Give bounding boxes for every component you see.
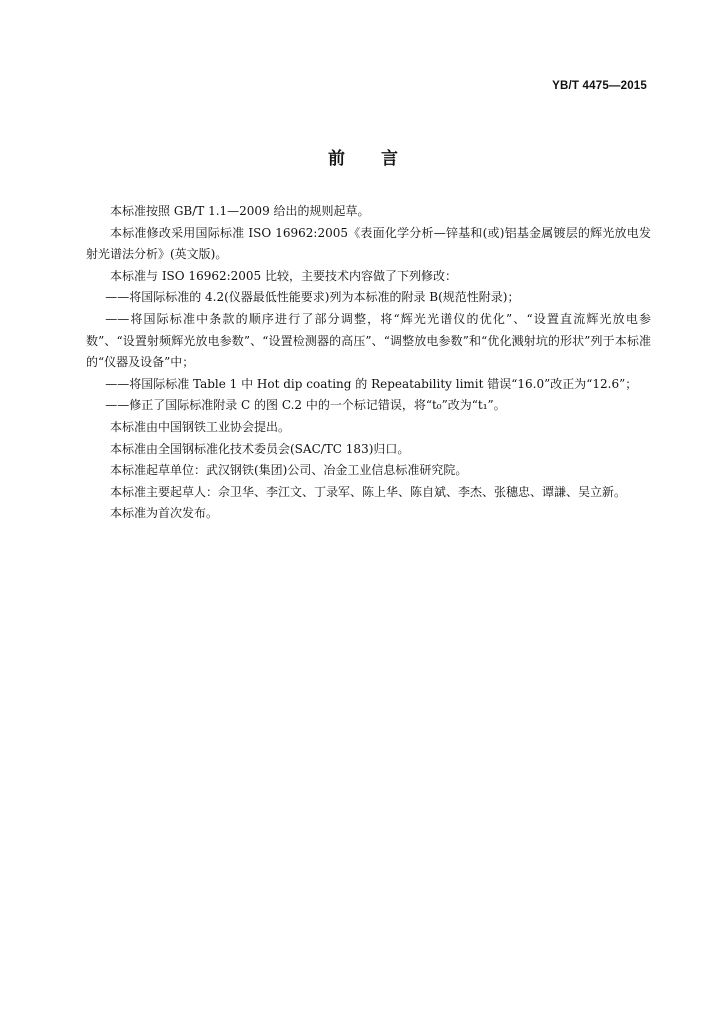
paragraph: 本标准修改采用国际标准 ISO 16962:2005《表面化学分析—锌基和(或)铝基金属镀层的辉光放电发射光谱法分析》(英文版)。 bbox=[86, 225, 651, 262]
paragraph: 本标准起草单位：武汉钢铁(集团)公司、冶金工业信息标准研究院。 bbox=[110, 463, 468, 478]
modification-item: ——修正了国际标准附录 C 的图 C.2 中的一个标记错误，将“t₀”改为“t₁”。 bbox=[105, 398, 506, 413]
paragraph: 本标准按照 GB/T 1.1—2009 给出的规则起草。 bbox=[110, 204, 370, 218]
paragraph: 本标准主要起草人：佘卫华、李江文、丁录军、陈上华、陈自斌、李杰、张穗忠、谭謙、吴立新。 bbox=[110, 484, 627, 499]
title-char-2: 言 bbox=[381, 149, 398, 169]
standard-number: YB/T 4475—2015 bbox=[552, 80, 647, 92]
paragraph: 本标准由全国钢标准化技术委员会(SAC/TC 183)归口。 bbox=[110, 441, 410, 456]
modification-item: ——将国际标准的 4.2(仪器最低性能要求)列为本标准的附录 B(规范性附录)； bbox=[105, 290, 520, 305]
modification-item: ——将国际标准 Table 1 中 Hot dip coating 的 Repeatability limit 错误“16.0”改正为“12.6”； bbox=[105, 376, 638, 391]
title-char-1: 前 bbox=[328, 149, 345, 169]
paragraph: 本标准与 ISO 16962:2005 比较，主要技术内容做了下列修改： bbox=[110, 268, 457, 283]
paragraph: 本标准为首次发布。 bbox=[110, 506, 219, 521]
page-title bbox=[0, 144, 726, 169]
modification-item: ——将国际标准中条款的顺序进行了部分调整，将“辉光光谱仪的优化”、“设置直流辉光放电参数”、“设置射频辉光放电参数”、“设置检测器的高压”、“调整放电参数”和“优化溅射坑的形状”列于本标准的“仪器及设备”中； bbox=[86, 311, 651, 370]
foreword-body bbox=[86, 201, 651, 525]
paragraph: 本标准由中国钢铁工业协会提出。 bbox=[110, 419, 291, 434]
